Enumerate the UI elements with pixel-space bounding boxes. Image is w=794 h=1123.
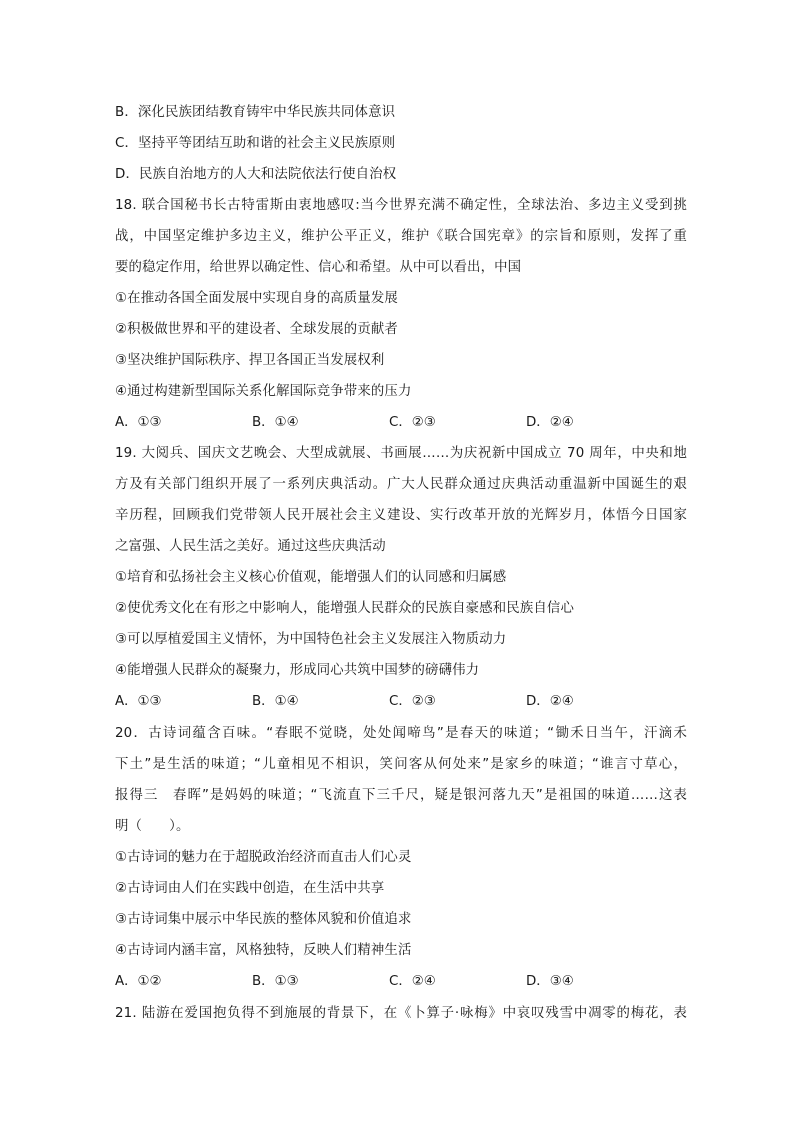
q18-stem-line: 战，中国坚定维护多边主义，维护公平正义，维护《联合国宪章》的宗旨和原则，发挥了重: [115, 229, 687, 244]
q18-choice-a: A．①③: [115, 415, 162, 430]
q19-stem-line: 方及有关部门组织开展了一系列庆典活动。广大人民群众通过庆典活动重温新中国诞生的艰: [115, 477, 687, 492]
q20-choice-d: D．③④: [526, 974, 574, 989]
q20-stem-line: 报得三 春晖”是妈妈的味道；“飞流直下三千尺，疑是银河落九天”是祖国的味道……这表: [115, 788, 687, 803]
q18-statement: ④通过构建新型国际关系化解国际竞争带来的压力: [115, 384, 412, 399]
q18-choice-b: B．①④: [252, 415, 299, 430]
q18-statement: ③坚决维护国际秩序、捍卫各国正当发展权利: [115, 353, 385, 368]
q19-choice-c: C．②③: [389, 694, 436, 709]
q20-stem-line: 20．古诗词蕴含百味。“春眠不觉晓，处处闻啼鸟”是春天的味道；“锄禾日当午，汗滴禾: [115, 726, 687, 741]
q19-stem-line: 之富强、人民生活之美好。通过这些庆典活动: [115, 539, 386, 554]
q19-statement: ④能增强人民群众的凝聚力，形成同心共筑中国梦的磅礴伟力: [115, 663, 480, 678]
q19-choice-b: B．①④: [252, 694, 299, 709]
q20-stem-line: 下土”是生活的味道；“儿童相见不相识，笑问客从何处来”是家乡的味道；“谁言寸草心，: [115, 757, 687, 772]
q19-stem-line: 辛历程，回顾我们党带领人民开展社会主义建设、实行改革开放的光辉岁月，体悟今日国家: [115, 508, 687, 523]
q18-statement: ②积极做世界和平的建设者、全球发展的贡献者: [115, 322, 398, 337]
q20-statement: ④古诗词内涵丰富，风格独特，反映人们精神生活: [115, 943, 412, 958]
q20-choice-b: B．①③: [252, 974, 299, 989]
q19-choice-d: D．②④: [526, 694, 574, 709]
q21-stem-line: 21. 陆游在爱国抱负得不到施展的背景下，在《卜算子·咏梅》中哀叹残雪中凋零的梅花，表: [115, 1006, 687, 1021]
q18-stem-line: 18. 联合国秘书长古特雷斯由衷地感叹:当今世界充满不确定性，全球法治、多边主义受到挑: [115, 198, 687, 213]
q20-choice-c: C．②④: [389, 974, 436, 989]
q18-stem-line: 要的稳定作用，给世界以确定性、信心和希望。从中可以看出，中国: [115, 260, 522, 275]
q19-choice-a: A．①③: [115, 694, 162, 709]
q19-stem-line: 19. 大阅兵、国庆文艺晚会、大型成就展、书画展……为庆祝新中国成立 70 周年，中央和地: [115, 446, 687, 461]
q19-statement: ②使优秀文化在有形之中影响人，能增强人民群众的民族自豪感和民族自信心: [115, 601, 574, 616]
q17-option-c: C．坚持平等团结互助和谐的社会主义民族原则: [115, 136, 396, 151]
q18-statement: ①在推动各国全面发展中实现自身的高质量发展: [115, 291, 398, 306]
q20-choice-a: A．①②: [115, 974, 162, 989]
q18-choice-c: C．②③: [389, 415, 436, 430]
q19-statement: ③可以厚植爱国主义情怀，为中国特色社会主义发展注入物质动力: [115, 632, 507, 647]
q17-option-d: D．民族自治地方的人大和法院依法行使自治权: [115, 167, 397, 182]
q20-statement: ①古诗词的魅力在于超脱政治经济而直击人们心灵: [115, 850, 412, 865]
q17-option-b: B．深化民族团结教育铸牢中华民族共同体意识: [115, 105, 396, 120]
q19-statement: ①培育和弘扬社会主义核心价值观，能增强人们的认同感和归属感: [115, 570, 507, 585]
q18-choice-d: D．②④: [526, 415, 574, 430]
q20-statement: ③古诗词集中展示中华民族的整体风貌和价值追求: [115, 912, 412, 927]
q20-statement: ②古诗词由人们在实践中创造，在生活中共享: [115, 881, 385, 896]
q20-stem-line: 明（ ）。: [115, 819, 190, 834]
